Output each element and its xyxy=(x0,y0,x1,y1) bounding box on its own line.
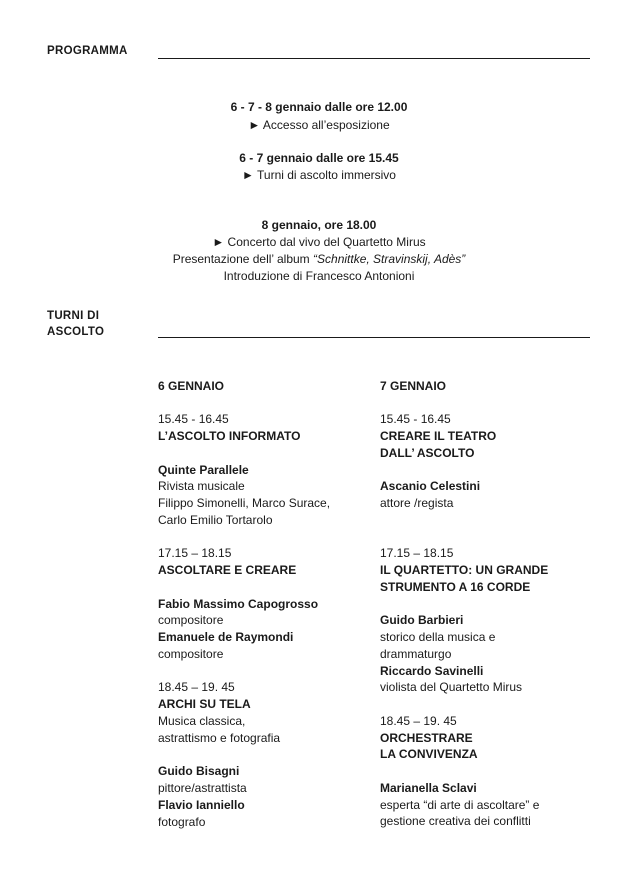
session-title: DALL’ ASCOLTO xyxy=(380,445,475,460)
event-description: ► Accesso all’esposizione xyxy=(248,118,390,132)
event-date: 8 gennaio, ore 18.00 xyxy=(261,218,377,232)
speaker-role: fotografo xyxy=(158,814,206,829)
speaker-name: Quinte Parallele xyxy=(158,462,249,477)
speaker-description: Filippo Simonelli, Marco Surace, xyxy=(158,496,331,511)
speaker-role: storico della musica e xyxy=(380,629,496,644)
session-description: Musica classica, xyxy=(158,713,246,728)
session-title: L’ASCOLTO INFORMATO xyxy=(158,429,301,444)
divider xyxy=(158,58,590,59)
section-title-programma: PROGRAMMA xyxy=(47,45,128,57)
section-title-line: TURNI DI xyxy=(47,310,100,322)
speaker-name: Marianella Sclavi xyxy=(380,780,477,795)
session-title: ASCOLTARE E CREARE xyxy=(158,563,297,578)
session-title: ORCHESTRARE xyxy=(380,730,473,745)
day-header: 7 GENNAIO xyxy=(380,379,447,393)
session-time: 17.15 – 18.15 xyxy=(158,546,232,561)
session-time: 15.45 - 16.45 xyxy=(380,412,451,427)
session-title: STRUMENTO A 16 CORDE xyxy=(380,579,531,594)
speaker-name: Flavio Ianniello xyxy=(158,797,245,812)
event-introduction: Introduzione di Francesco Antonioni xyxy=(223,269,415,283)
speaker-role: esperta “di arte di ascoltare” e xyxy=(380,797,540,812)
speaker-role: violista del Quartetto Mirus xyxy=(380,680,523,695)
speaker-name: Ascanio Celestini xyxy=(380,479,481,494)
speaker-role: drammaturgo xyxy=(380,646,452,661)
event-date: 6 - 7 gennaio dalle ore 15.45 xyxy=(239,151,399,165)
session-time: 15.45 - 16.45 xyxy=(158,412,229,427)
session-description: astrattismo e fotografia xyxy=(158,730,281,745)
schedule-column-6-gennaio xyxy=(158,378,368,830)
divider xyxy=(158,337,590,338)
section-title-turni xyxy=(47,308,104,340)
section-title-line: ASCOLTO xyxy=(47,326,105,338)
event-description: ► Turni di ascolto immersivo xyxy=(242,168,396,182)
album-prefix: Presentazione dell’ album xyxy=(172,252,314,266)
speaker-name: Emanuele de Raymondi xyxy=(158,630,294,645)
speaker-role: compositore xyxy=(158,613,224,628)
speaker-role: attore /regista xyxy=(380,496,454,511)
session-time: 17.15 – 18.15 xyxy=(380,546,454,561)
speaker-role: pittore/astrattista xyxy=(158,780,247,795)
speaker-name: Riccardo Savinelli xyxy=(380,663,484,678)
schedule-column-7-gennaio xyxy=(380,378,590,830)
speaker-name: Guido Barbieri xyxy=(380,613,464,628)
session-time: 18.45 – 19. 45 xyxy=(158,680,235,695)
speaker-role: compositore xyxy=(158,646,224,661)
event-description: ► Concerto dal vivo del Quartetto Mirus xyxy=(212,235,426,249)
speaker-name: Guido Bisagni xyxy=(158,764,240,779)
session-title: IL QUARTETTO: UN GRANDE xyxy=(380,562,549,577)
speaker-description: Rivista musicale xyxy=(158,479,245,494)
speaker-description: Carlo Emilio Tortarolo xyxy=(158,512,273,527)
speaker-role: gestione creativa dei conflitti xyxy=(380,814,531,829)
day-header: 6 GENNAIO xyxy=(158,379,225,393)
session-time: 18.45 – 19. 45 xyxy=(380,713,457,728)
album-presentation xyxy=(0,251,638,268)
event-date: 6 - 7 - 8 gennaio dalle ore 12.00 xyxy=(230,100,408,114)
speaker-name: Fabio Massimo Capogrosso xyxy=(158,596,319,611)
album-title: “Schnittke, Stravinskij, Adès” xyxy=(313,252,466,266)
session-title: LA CONVIVENZA xyxy=(380,747,478,762)
session-title: ARCHI SU TELA xyxy=(158,697,251,712)
session-title: CREARE IL TEATRO xyxy=(380,429,497,444)
